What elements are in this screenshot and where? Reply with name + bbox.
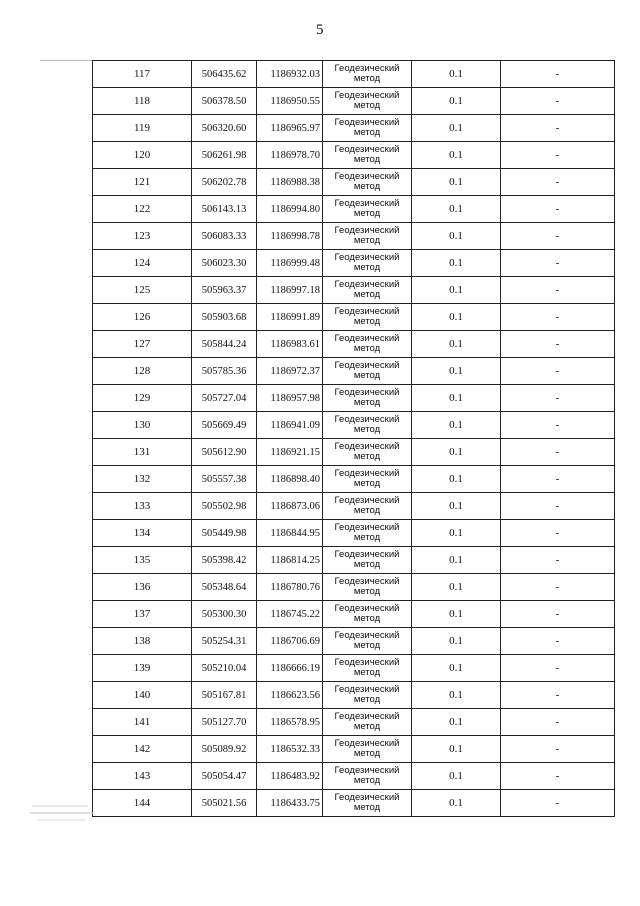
method-cell: Геодезический метод [323, 331, 412, 358]
x-coordinate-cell: 505398.42 [192, 547, 257, 574]
note-cell: - [501, 88, 615, 115]
accuracy-cell: 0.1 [412, 628, 501, 655]
point-number-cell: 129 [93, 385, 192, 412]
point-number-cell: 125 [93, 277, 192, 304]
method-cell: Геодезический метод [323, 412, 412, 439]
y-coordinate-cell: 1186666.19 [257, 655, 323, 682]
method-cell: Геодезический метод [323, 520, 412, 547]
point-number-cell: 135 [93, 547, 192, 574]
x-coordinate-cell: 505557.38 [192, 466, 257, 493]
x-coordinate-cell: 505449.98 [192, 520, 257, 547]
point-number-cell: 118 [93, 88, 192, 115]
y-coordinate-cell: 1186965.97 [257, 115, 323, 142]
y-coordinate-cell: 1186941.09 [257, 412, 323, 439]
y-coordinate-cell: 1186994.80 [257, 196, 323, 223]
accuracy-cell: 0.1 [412, 709, 501, 736]
note-cell: - [501, 169, 615, 196]
method-cell: Геодезический метод [323, 601, 412, 628]
y-coordinate-cell: 1186532.33 [257, 736, 323, 763]
note-cell: - [501, 736, 615, 763]
method-cell: Геодезический метод [323, 88, 412, 115]
x-coordinate-cell: 506023.30 [192, 250, 257, 277]
header-rule [40, 60, 96, 61]
note-cell: - [501, 520, 615, 547]
x-coordinate-cell: 506202.78 [192, 169, 257, 196]
accuracy-cell: 0.1 [412, 115, 501, 142]
y-coordinate-cell: 1186578.95 [257, 709, 323, 736]
accuracy-cell: 0.1 [412, 655, 501, 682]
x-coordinate-cell: 505963.37 [192, 277, 257, 304]
table-row [93, 115, 615, 142]
x-coordinate-cell: 505502.98 [192, 493, 257, 520]
method-cell: Геодезический метод [323, 439, 412, 466]
table-row [93, 682, 615, 709]
point-number-cell: 138 [93, 628, 192, 655]
point-number-cell: 136 [93, 574, 192, 601]
accuracy-cell: 0.1 [412, 682, 501, 709]
x-coordinate-cell: 505727.04 [192, 385, 257, 412]
table-row [93, 250, 615, 277]
note-cell: - [501, 709, 615, 736]
table-row [93, 358, 615, 385]
table-row [93, 412, 615, 439]
x-coordinate-cell: 505903.68 [192, 304, 257, 331]
x-coordinate-cell: 505167.81 [192, 682, 257, 709]
x-coordinate-cell: 505785.36 [192, 358, 257, 385]
x-coordinate-cell: 506261.98 [192, 142, 257, 169]
y-coordinate-cell: 1186623.56 [257, 682, 323, 709]
method-cell: Геодезический метод [323, 466, 412, 493]
table-row [93, 574, 615, 601]
y-coordinate-cell: 1186780.76 [257, 574, 323, 601]
method-cell: Геодезический метод [323, 250, 412, 277]
x-coordinate-cell: 505300.30 [192, 601, 257, 628]
note-cell: - [501, 763, 615, 790]
point-number-cell: 124 [93, 250, 192, 277]
x-coordinate-cell: 505089.92 [192, 736, 257, 763]
note-cell: - [501, 304, 615, 331]
table-row [93, 223, 615, 250]
table-row [93, 439, 615, 466]
accuracy-cell: 0.1 [412, 358, 501, 385]
method-cell: Геодезический метод [323, 385, 412, 412]
method-cell: Геодезический метод [323, 790, 412, 817]
note-cell: - [501, 412, 615, 439]
point-number-cell: 142 [93, 736, 192, 763]
point-number-cell: 139 [93, 655, 192, 682]
y-coordinate-cell: 1186844.95 [257, 520, 323, 547]
point-number-cell: 119 [93, 115, 192, 142]
note-cell: - [501, 601, 615, 628]
x-coordinate-cell: 505210.04 [192, 655, 257, 682]
point-number-cell: 143 [93, 763, 192, 790]
x-coordinate-cell: 506143.13 [192, 196, 257, 223]
y-coordinate-cell: 1186950.55 [257, 88, 323, 115]
accuracy-cell: 0.1 [412, 169, 501, 196]
coordinates-table [92, 60, 615, 817]
note-cell: - [501, 115, 615, 142]
accuracy-cell: 0.1 [412, 385, 501, 412]
x-coordinate-cell: 505348.64 [192, 574, 257, 601]
y-coordinate-cell: 1186814.25 [257, 547, 323, 574]
table-row [93, 385, 615, 412]
method-cell: Геодезический метод [323, 736, 412, 763]
table-row [93, 628, 615, 655]
method-cell: Геодезический метод [323, 493, 412, 520]
accuracy-cell: 0.1 [412, 331, 501, 358]
method-cell: Геодезический метод [323, 223, 412, 250]
note-cell: - [501, 439, 615, 466]
accuracy-cell: 0.1 [412, 763, 501, 790]
y-coordinate-cell: 1186988.38 [257, 169, 323, 196]
y-coordinate-cell: 1186706.69 [257, 628, 323, 655]
table-row [93, 142, 615, 169]
point-number-cell: 141 [93, 709, 192, 736]
method-cell: Геодезический метод [323, 574, 412, 601]
accuracy-cell: 0.1 [412, 142, 501, 169]
table-row [93, 466, 615, 493]
accuracy-cell: 0.1 [412, 61, 501, 88]
accuracy-cell: 0.1 [412, 466, 501, 493]
note-cell: - [501, 277, 615, 304]
point-number-cell: 133 [93, 493, 192, 520]
point-number-cell: 121 [93, 169, 192, 196]
method-cell: Геодезический метод [323, 763, 412, 790]
accuracy-cell: 0.1 [412, 304, 501, 331]
method-cell: Геодезический метод [323, 277, 412, 304]
x-coordinate-cell: 506435.62 [192, 61, 257, 88]
table-row [93, 493, 615, 520]
method-cell: Геодезический метод [323, 682, 412, 709]
x-coordinate-cell: 505127.70 [192, 709, 257, 736]
method-cell: Геодезический метод [323, 358, 412, 385]
note-cell: - [501, 196, 615, 223]
point-number-cell: 131 [93, 439, 192, 466]
y-coordinate-cell: 1186972.37 [257, 358, 323, 385]
x-coordinate-cell: 506378.50 [192, 88, 257, 115]
accuracy-cell: 0.1 [412, 574, 501, 601]
table-row [93, 655, 615, 682]
y-coordinate-cell: 1186978.70 [257, 142, 323, 169]
x-coordinate-cell: 505254.31 [192, 628, 257, 655]
accuracy-cell: 0.1 [412, 520, 501, 547]
x-coordinate-cell: 506320.60 [192, 115, 257, 142]
note-cell: - [501, 61, 615, 88]
page-number: 5 [316, 22, 324, 38]
method-cell: Геодезический метод [323, 547, 412, 574]
y-coordinate-cell: 1186873.06 [257, 493, 323, 520]
accuracy-cell: 0.1 [412, 277, 501, 304]
method-cell: Геодезический метод [323, 61, 412, 88]
accuracy-cell: 0.1 [412, 736, 501, 763]
note-cell: - [501, 331, 615, 358]
accuracy-cell: 0.1 [412, 412, 501, 439]
point-number-cell: 128 [93, 358, 192, 385]
accuracy-cell: 0.1 [412, 196, 501, 223]
point-number-cell: 127 [93, 331, 192, 358]
table-row [93, 736, 615, 763]
method-cell: Геодезический метод [323, 196, 412, 223]
point-number-cell: 137 [93, 601, 192, 628]
note-cell: - [501, 142, 615, 169]
note-cell: - [501, 223, 615, 250]
x-coordinate-cell: 506083.33 [192, 223, 257, 250]
table-row [93, 547, 615, 574]
x-coordinate-cell: 505669.49 [192, 412, 257, 439]
table-row [93, 790, 615, 817]
note-cell: - [501, 790, 615, 817]
accuracy-cell: 0.1 [412, 493, 501, 520]
x-coordinate-cell: 505054.47 [192, 763, 257, 790]
accuracy-cell: 0.1 [412, 601, 501, 628]
method-cell: Геодезический метод [323, 115, 412, 142]
x-coordinate-cell: 505021.56 [192, 790, 257, 817]
point-number-cell: 132 [93, 466, 192, 493]
table-row [93, 601, 615, 628]
method-cell: Геодезический метод [323, 142, 412, 169]
note-cell: - [501, 385, 615, 412]
table-row [93, 763, 615, 790]
table-row [93, 196, 615, 223]
method-cell: Геодезический метод [323, 304, 412, 331]
faded-stamp [28, 800, 98, 826]
table-row [93, 709, 615, 736]
accuracy-cell: 0.1 [412, 88, 501, 115]
coordinates-table-body [93, 61, 615, 817]
table-row [93, 277, 615, 304]
note-cell: - [501, 682, 615, 709]
y-coordinate-cell: 1186921.15 [257, 439, 323, 466]
note-cell: - [501, 574, 615, 601]
accuracy-cell: 0.1 [412, 439, 501, 466]
note-cell: - [501, 628, 615, 655]
accuracy-cell: 0.1 [412, 250, 501, 277]
method-cell: Геодезический метод [323, 655, 412, 682]
point-number-cell: 144 [93, 790, 192, 817]
table-row [93, 88, 615, 115]
method-cell: Геодезический метод [323, 169, 412, 196]
note-cell: - [501, 250, 615, 277]
table-row [93, 304, 615, 331]
method-cell: Геодезический метод [323, 628, 412, 655]
point-number-cell: 126 [93, 304, 192, 331]
note-cell: - [501, 493, 615, 520]
table-row [93, 331, 615, 358]
point-number-cell: 122 [93, 196, 192, 223]
method-cell: Геодезический метод [323, 709, 412, 736]
note-cell: - [501, 655, 615, 682]
y-coordinate-cell: 1186898.40 [257, 466, 323, 493]
y-coordinate-cell: 1186433.75 [257, 790, 323, 817]
table-row [93, 169, 615, 196]
accuracy-cell: 0.1 [412, 547, 501, 574]
y-coordinate-cell: 1186932.03 [257, 61, 323, 88]
x-coordinate-cell: 505612.90 [192, 439, 257, 466]
point-number-cell: 140 [93, 682, 192, 709]
y-coordinate-cell: 1186999.48 [257, 250, 323, 277]
y-coordinate-cell: 1186983.61 [257, 331, 323, 358]
note-cell: - [501, 547, 615, 574]
y-coordinate-cell: 1186991.89 [257, 304, 323, 331]
accuracy-cell: 0.1 [412, 790, 501, 817]
table-row [93, 61, 615, 88]
point-number-cell: 120 [93, 142, 192, 169]
note-cell: - [501, 466, 615, 493]
note-cell: - [501, 358, 615, 385]
y-coordinate-cell: 1186745.22 [257, 601, 323, 628]
table-row [93, 520, 615, 547]
point-number-cell: 130 [93, 412, 192, 439]
y-coordinate-cell: 1186998.78 [257, 223, 323, 250]
y-coordinate-cell: 1186997.18 [257, 277, 323, 304]
faded-stamp-graphic [28, 800, 98, 826]
x-coordinate-cell: 505844.24 [192, 331, 257, 358]
y-coordinate-cell: 1186957.98 [257, 385, 323, 412]
accuracy-cell: 0.1 [412, 223, 501, 250]
y-coordinate-cell: 1186483.92 [257, 763, 323, 790]
point-number-cell: 117 [93, 61, 192, 88]
point-number-cell: 123 [93, 223, 192, 250]
point-number-cell: 134 [93, 520, 192, 547]
